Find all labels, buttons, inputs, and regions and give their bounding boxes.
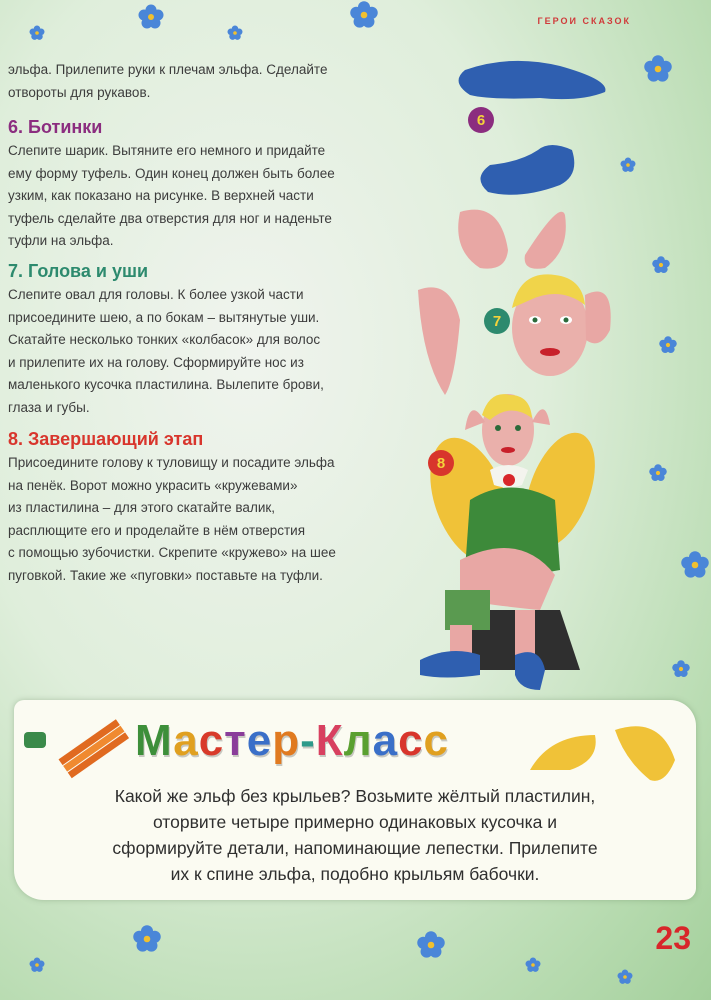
plasticine-sticks-image xyxy=(20,712,140,792)
text-line: расплющите его и проделайте в нём отверстия xyxy=(8,522,306,538)
text-line: и прилепите их на голову. Сформируйте нос из xyxy=(8,354,304,370)
text-line: отвороты для рукавов. xyxy=(8,84,151,100)
text-line: их к спине эльфа, подобно крыльям бабочки. xyxy=(170,864,540,884)
title-letter: а xyxy=(372,716,399,765)
head-and-ear-image xyxy=(418,274,611,395)
page-number: 23 xyxy=(655,920,691,956)
text-line: Присоедините голову к туловищу и посадите эльфа xyxy=(8,455,335,470)
flower-icon xyxy=(138,4,164,30)
title-letter: М xyxy=(135,716,174,765)
title-letter: р xyxy=(272,716,301,765)
title-letter: - xyxy=(300,716,316,765)
flower-icon xyxy=(417,931,446,960)
text-line: туфель сделайте два отверстия для ног и наденьте xyxy=(8,210,332,226)
title-letter: с xyxy=(423,716,450,765)
text-line: оторвите четыре примерно одинаковых кусочка и xyxy=(152,812,558,832)
text-line: Скатайте несколько тонких «колбасок» для волос xyxy=(8,332,321,347)
master-class-text xyxy=(20,783,690,887)
step-7-heading: 7. Голова и уши xyxy=(8,261,149,281)
flower-icon xyxy=(133,925,162,954)
section-label: ГЕРОИ СКАЗОК xyxy=(537,16,631,26)
step-7-badge: 7 xyxy=(484,308,510,334)
flower-icon xyxy=(525,957,541,973)
text-line: Слепите овал для головы. К более узкой части xyxy=(8,287,304,302)
flower-icon xyxy=(659,336,677,354)
flower-icon xyxy=(350,1,379,30)
elf-illustrations xyxy=(410,50,660,700)
text-line: Какой же эльф без крыльев? Возьмите жёлтый пластилин, xyxy=(114,786,596,806)
flower-icon xyxy=(29,957,45,973)
text-line: на пенёк. Ворот можно украсить «кружевами» xyxy=(8,477,298,493)
title-letter: с xyxy=(198,716,225,765)
shoe-flat-image xyxy=(459,61,606,99)
ears-image xyxy=(458,210,566,269)
master-class-title xyxy=(135,716,449,766)
step-6-text xyxy=(8,140,335,253)
step-7-text xyxy=(8,284,324,419)
shoe-image xyxy=(480,145,574,195)
text-line: эльфа. Прилепите руки к плечам эльфа. Сделайте xyxy=(8,62,328,77)
flower-icon xyxy=(227,25,243,41)
text-line: присоедините шею, а по бокам – вытянутые уши. xyxy=(8,309,320,325)
text-line: ему форму туфель. Один конец должен быть более xyxy=(8,165,335,181)
step-8-text xyxy=(8,452,336,587)
text-line: узким, как показано на рисунке. В верхней части xyxy=(8,188,314,203)
wing-pieces-image xyxy=(520,710,690,790)
title-letter: е xyxy=(246,716,273,765)
title-letter: а xyxy=(173,716,199,765)
title-letter: К xyxy=(315,716,344,765)
text-line: пуговкой. Такие же «пуговки» поставьте на туфли. xyxy=(8,567,323,583)
title-letter: с xyxy=(398,716,424,765)
text-line: из пластилина – для этого скатайте валик, xyxy=(8,500,276,515)
step-6-heading: 6. Ботинки xyxy=(8,117,103,137)
flower-icon xyxy=(672,660,690,678)
flower-icon xyxy=(681,551,710,580)
flower-icon xyxy=(617,969,633,985)
title-letter: т xyxy=(224,716,247,765)
text-line: маленького кусочка пластилина. Вылепите брови, xyxy=(8,377,324,392)
step-6-badge: 6 xyxy=(468,107,494,133)
text-line: с помощью зубочистки. Скрепите «кружево» на шее xyxy=(8,545,336,560)
flower-icon xyxy=(29,25,45,41)
step-8-badge: 8 xyxy=(428,450,454,476)
title-letter: л xyxy=(343,716,373,765)
intro-text xyxy=(8,59,327,104)
text-line: Слепите шарик. Вытяните его немного и придайте xyxy=(8,143,326,158)
finished-elf-image xyxy=(415,394,609,690)
text-line: сформируйте детали, напоминающие лепестки. Прилепите xyxy=(112,838,598,858)
text-line: туфли на эльфа. xyxy=(8,233,114,248)
text-line: глаза и губы. xyxy=(8,399,90,415)
step-8-heading: 8. Завершающий этап xyxy=(8,429,204,449)
